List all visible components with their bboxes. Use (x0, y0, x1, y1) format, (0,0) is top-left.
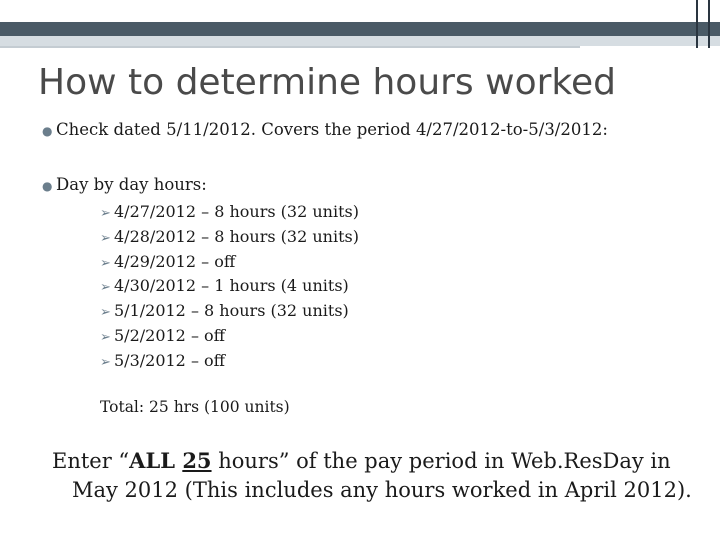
arrow-bullet-icon: ➢ (100, 255, 111, 271)
bullet-day-by-day-text: Day by day hours: (56, 175, 207, 194)
enter-instruction (52, 446, 712, 505)
day-item (100, 200, 359, 225)
header-light-band (0, 36, 720, 46)
day-item-text: 4/29/2012 – off (114, 251, 236, 271)
arrow-bullet-icon: ➢ (100, 354, 111, 370)
day-item-text: 4/30/2012 – 1 hours (4 units) (114, 276, 349, 296)
header-dark-band (0, 22, 720, 36)
arrow-bullet-icon: ➢ (100, 329, 111, 345)
bullet-day-by-day (42, 175, 207, 194)
arrow-bullet-icon: ➢ (100, 280, 111, 296)
header-underline (0, 46, 580, 48)
day-item-text: 4/27/2012 – 8 hours (32 units) (114, 202, 359, 221)
day-item (100, 299, 359, 324)
day-item (100, 225, 359, 250)
day-item (100, 324, 359, 349)
day-item-text: 4/28/2012 – 8 hours (32 units) (114, 226, 359, 246)
bullet-check-dated (42, 120, 608, 139)
enter-hours-count: 25 (182, 448, 212, 473)
enter-prefix: Enter “ (52, 449, 130, 473)
bullet-check-dated-text: Check dated 5/11/2012. Covers the period 4/27/2012-to-5/3/2012: (56, 120, 608, 139)
day-item (100, 274, 359, 299)
circle-bullet-icon: ● (42, 124, 53, 138)
day-list (100, 200, 359, 374)
day-item-text: 5/2/2012 – off (114, 325, 226, 345)
arrow-bullet-icon: ➢ (100, 206, 111, 221)
enter-all: ALL (129, 448, 183, 473)
header-top-strip (0, 0, 720, 22)
arrow-bullet-icon: ➢ (100, 305, 111, 321)
day-item (100, 349, 359, 374)
total-hours: Total: 25 hrs (100 units) (100, 398, 290, 416)
corner-decoration (696, 0, 720, 48)
day-item-text: 5/1/2012 – 8 hours (32 units) (114, 301, 349, 321)
enter-suffix: hours” of the pay period in Web.ResDay in May 2012 (This includes any hours worked in April 2012). (72, 449, 692, 502)
circle-bullet-icon: ● (42, 179, 53, 193)
day-item-text: 5/3/2012 – off (114, 350, 226, 370)
arrow-bullet-icon: ➢ (100, 230, 111, 246)
day-item (100, 250, 359, 275)
slide-title: How to determine hours worked (38, 62, 616, 103)
